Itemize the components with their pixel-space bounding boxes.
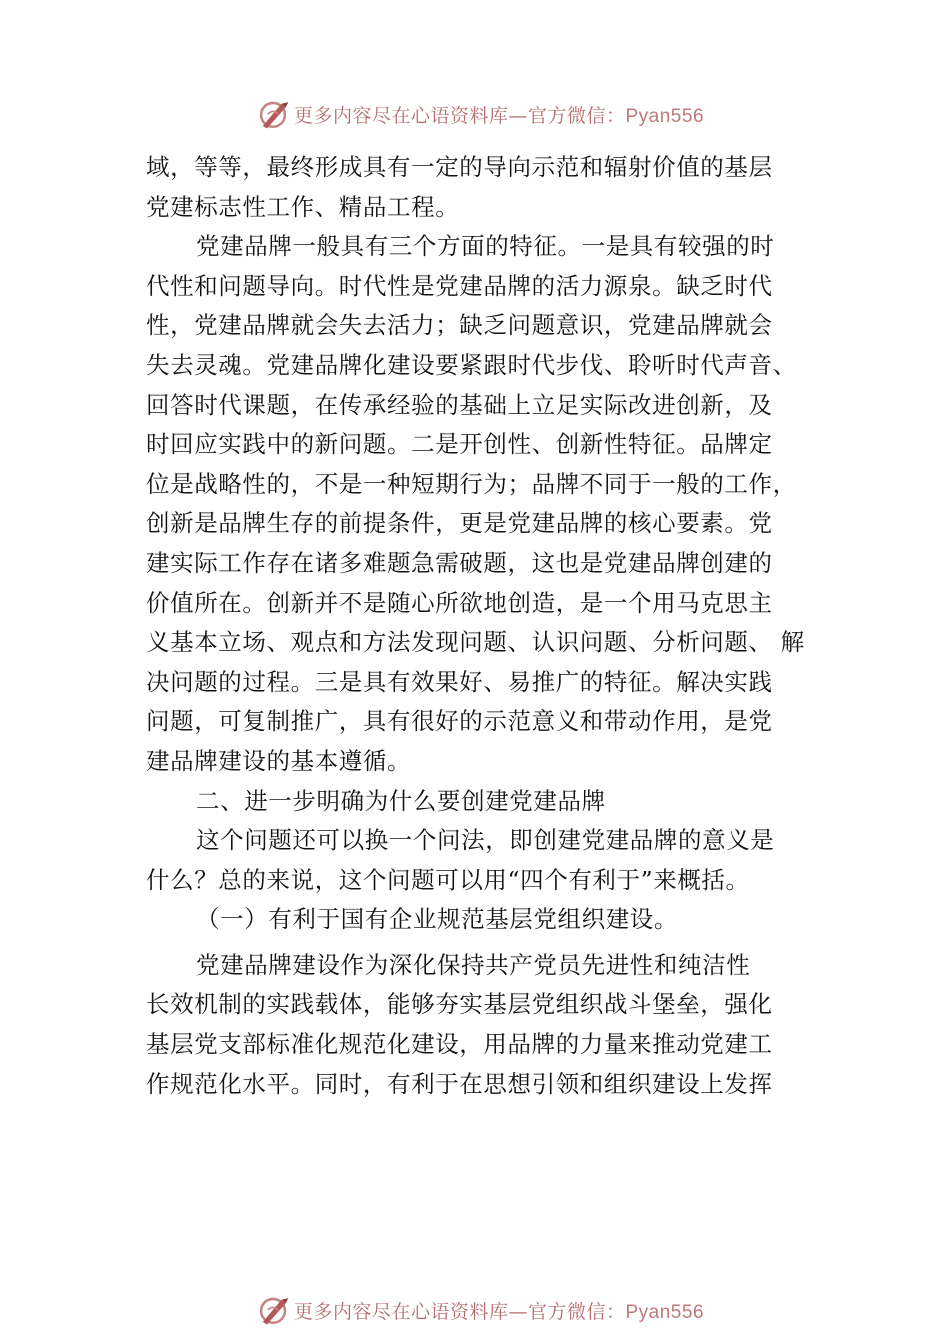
- text-line: 党建品牌一般具有三个方面的特征。一是具有较强的时: [196, 232, 775, 261]
- banner-inner: [256, 1293, 704, 1327]
- text-line: 党建品牌建设作为深化保持共产党员先进性和纯洁性: [196, 950, 751, 979]
- section-heading-2: 二、进一步明确为什么要创建党建品牌: [196, 786, 606, 815]
- paragraph-2: [146, 227, 826, 781]
- text-line: 义基本立场、观点和方法发现问题、认识问题、分析问题、 解: [146, 628, 805, 657]
- text-line: 位是战略性的，不是一种短期行为；品牌不同于一般的工作，: [146, 469, 797, 498]
- text-line: 时回应实践中的新问题。二是开创性、创新性特征。品牌定: [146, 430, 773, 459]
- text-line: 党建标志性工作、精品工程。: [146, 192, 460, 221]
- text-line: 决问题的过程。三是具有效果好、易推广的特征。解决实践: [146, 667, 773, 696]
- footer-watermark-banner: [0, 1290, 950, 1330]
- pen-logo-icon: [256, 97, 290, 131]
- text-line: 基层党支部标准化规范化建设，用品牌的力量来推动党建工: [146, 1030, 773, 1059]
- text-line: 建实际工作存在诸多难题急需破题，这也是党建品牌创建的: [146, 548, 773, 577]
- document-body: [146, 148, 826, 1104]
- banner-wechat-id: Pyan556: [625, 1301, 705, 1323]
- paragraph-3: [146, 821, 826, 900]
- text-line: 代性和问题导向。时代性是党建品牌的活力源泉。缺乏时代: [146, 271, 773, 300]
- text-line: 问题，可复制推广，具有很好的示范意义和带动作用，是党: [146, 707, 773, 736]
- text-line: 作规范化水平。同时，有利于在思想引领和组织建设上发挥: [146, 1069, 773, 1098]
- banner-label: 更多内容尽在心语资料库—官方微信：: [293, 104, 626, 127]
- text-line: 什么？总的来说，这个问题可以用“四个有利于”来概括。: [146, 865, 750, 894]
- text-line: 建品牌建设的基本遵循。: [146, 746, 412, 775]
- pen-logo-icon: [256, 1293, 290, 1327]
- banner-text: [294, 101, 704, 128]
- subsection-heading-1: （一）有利于国有企业规范基层党组织建设。: [196, 905, 678, 934]
- text-line: 长效机制的实践载体，能够夯实基层党组织战斗堡垒，强化: [146, 990, 773, 1019]
- text-line: 回答时代课题，在传承经验的基础上立足实际改进创新，及: [146, 390, 773, 419]
- text-line: 失去灵魂。党建品牌化建设要紧跟时代步伐、聆听时代声音、: [146, 350, 797, 379]
- banner-wechat-id: Pyan556: [625, 105, 705, 127]
- banner-text: [294, 1297, 704, 1324]
- text-line: 这个问题还可以换一个问法，即创建党建品牌的意义是: [196, 826, 775, 855]
- text-line: 域，等等，最终形成具有一定的导向示范和辐射价值的基层: [146, 153, 773, 181]
- text-line: 价值所在。创新并不是随心所欲地创造，是一个用马克思主: [146, 588, 773, 617]
- banner-inner: [256, 97, 704, 131]
- header-watermark-banner: [0, 94, 950, 134]
- banner-label: 更多内容尽在心语资料库—官方微信：: [293, 1300, 626, 1323]
- text-line: 创新是品牌生存的前提条件，更是党建品牌的核心要素。党: [146, 509, 773, 538]
- text-line: 性，党建品牌就会失去活力；缺乏问题意识，党建品牌就会: [146, 311, 773, 340]
- paragraph-1: [146, 148, 826, 227]
- paragraph-4: [146, 946, 826, 1104]
